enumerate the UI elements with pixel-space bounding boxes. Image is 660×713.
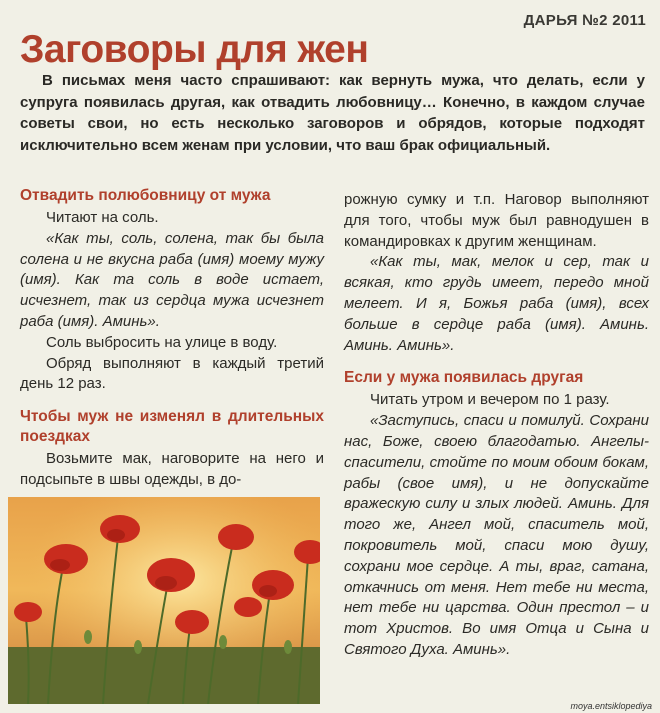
right-column — [344, 190, 649, 661]
section-heading-other-woman: Если у мужа появилась другая — [344, 369, 584, 387]
paragraph: Соль выбросить на улице в воду. — [46, 333, 278, 351]
paragraph: рожную сумку и т.п. Наговор выполняют для того, чтобы муж был равнодушен в командировках к другим женщинам. — [344, 191, 649, 250]
page-title: Заговоры для жен — [20, 28, 369, 71]
paragraph: Обряд выполняют в каждый третий день 12 раз. — [20, 354, 324, 393]
prayer-text: «Заступись, спаси и помилуй. Сохрани нас, Боже, своею благодатью. Ангелы-спасители, стойте по моим обоим бокам, рабы (свое имя), и не допускайте вражескую силу и злых людей. Аминь. Для того же, Ангел мой, спаситель мой, покровитель мой, спаси мою душу, сохрани мое сердце. А ты, враг, сатана, откачнись от меня. Нет тебе ни места, нет тебе ни царства. Один престол – и тот Христов. Во имя Отца и Сына и Святого Духа. Аминь». — [344, 412, 649, 658]
paragraph: Читать утром и вечером по 1 разу. — [370, 391, 610, 409]
left-column — [20, 186, 324, 491]
poppy-field-photo — [8, 497, 320, 704]
paragraph: Читают на соль. — [46, 209, 159, 226]
masthead: ДАРЬЯ №2 2011 — [523, 12, 646, 29]
poppy-illustration — [8, 497, 320, 704]
paragraph: Возьмите мак, наговорите на него и подсыпьте в швы одежды, в до- — [20, 450, 324, 488]
section-heading-mistress: Отвадить полюбовницу от мужа — [20, 187, 271, 204]
lead-paragraph: В письмах меня часто спрашивают: как вернуть мужа, что делать, если у супруга появилась другая, как отвадить любовницу… Конечно, в каждом случае советы свои, но есть несколько заговоров и обрядов, которые подходят исключительно всем женам при условии, что ваш брак официальный. — [20, 72, 645, 154]
section-heading-trips: Чтобы муж не изменял в длительных поездках — [20, 408, 324, 446]
spell-text: «Как ты, соль, солена, так бы была солена и не вкусна раба (имя) моему мужу (имя). Как та соль в воде истает, исчезнет, так из сердца мужа исчезнет раба (имя). Аминь». — [20, 229, 324, 330]
spell-text: «Как ты, мак, мелок и сер, так и всякая, кто грудь имеет, передо мной мелеет. И я, Божья раба (имя), всех больше в сердце раба (имя). Аминь. Аминь. Аминь». — [344, 253, 649, 354]
watermark: moya.entsiklopediya — [570, 701, 652, 711]
